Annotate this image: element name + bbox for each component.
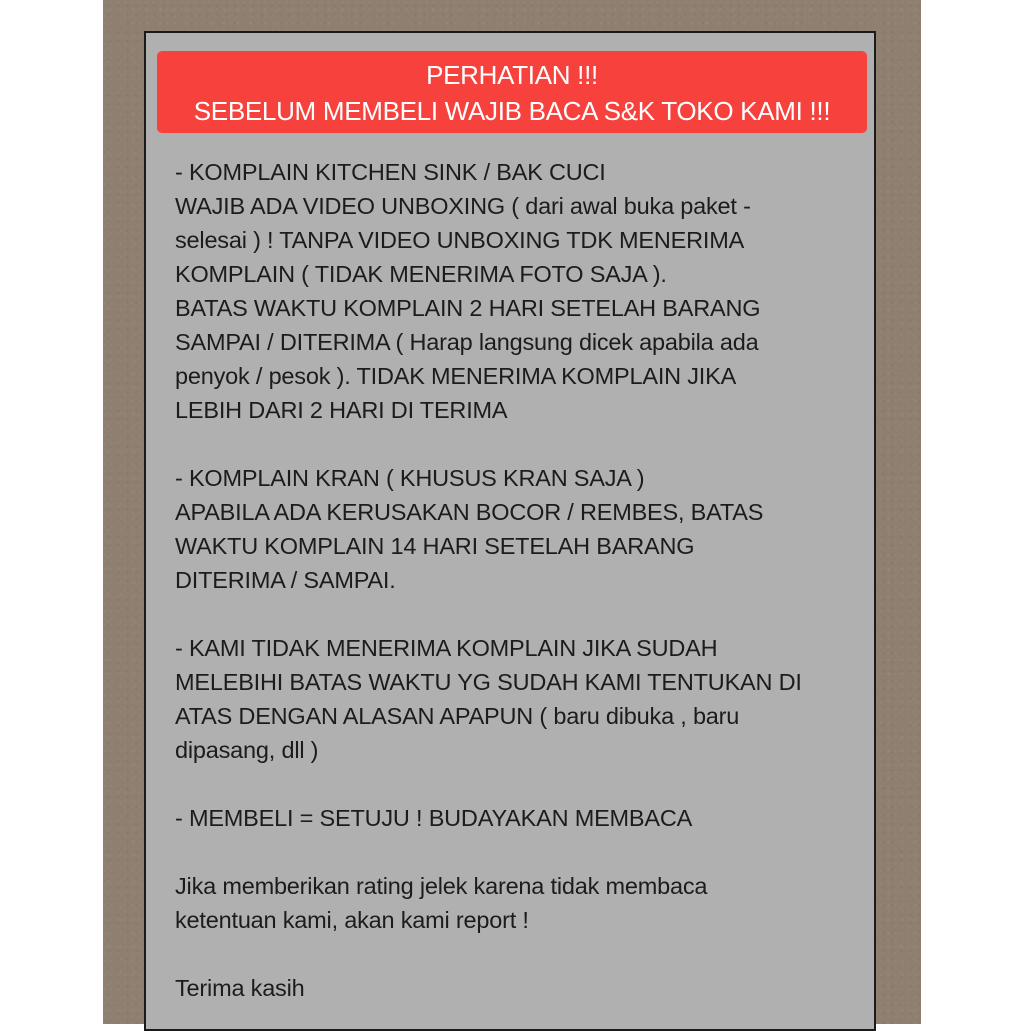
text-line: - KOMPLAIN KITCHEN SINK / BAK CUCI	[175, 159, 606, 185]
text-line: - KAMI TIDAK MENERIMA KOMPLAIN JIKA SUDAH	[175, 635, 718, 661]
text-line: penyok / pesok ). TIDAK MENERIMA KOMPLAIN JIKA	[175, 363, 737, 389]
text-line: DITERIMA / SAMPAI.	[175, 567, 396, 593]
text-line: APABILA ADA KERUSAKAN BOCOR / REMBES, BATAS	[175, 499, 764, 525]
section-rating-warning	[175, 869, 855, 937]
closing-text: Terima kasih	[175, 975, 305, 1001]
banner-subtitle: SEBELUM MEMBELI WAJIB BACA S&K TOKO KAMI !!!	[193, 96, 831, 126]
text-line: LEBIH DARI 2 HARI DI TERIMA	[175, 397, 508, 423]
section-faucet-complaint	[175, 461, 855, 597]
text-line: SAMPAI / DITERIMA ( Harap langsung dicek apabila ada	[175, 329, 759, 355]
spacer	[175, 937, 855, 971]
section-deadline-policy	[175, 631, 855, 767]
terms-text	[175, 155, 855, 1005]
spacer	[175, 767, 855, 801]
warning-banner	[157, 51, 867, 133]
section-agreement	[175, 801, 855, 835]
text-line: selesai ) ! TANPA VIDEO UNBOXING TDK MENERIMA	[175, 227, 745, 253]
text-line: ATAS DENGAN ALASAN APAPUN ( baru dibuka , baru	[175, 703, 740, 729]
text-line: - KOMPLAIN KRAN ( KHUSUS KRAN SAJA )	[175, 465, 645, 491]
banner-title: PERHATIAN !!!	[426, 60, 598, 90]
text-line: KOMPLAIN ( TIDAK MENERIMA FOTO SAJA ).	[175, 261, 667, 287]
text-line: MELEBIHI BATAS WAKTU YG SUDAH KAMI TENTUKAN DI	[175, 669, 802, 695]
text-line: WAJIB ADA VIDEO UNBOXING ( dari awal buka paket -	[175, 193, 751, 219]
spacer	[175, 427, 855, 461]
text-line: BATAS WAKTU KOMPLAIN 2 HARI SETELAH BARANG	[175, 295, 761, 321]
section-kitchen-sink-complaint	[175, 155, 855, 427]
spacer	[175, 597, 855, 631]
text-line: WAKTU KOMPLAIN 14 HARI SETELAH BARANG	[175, 533, 695, 559]
text-line: Jika memberikan rating jelek karena tidak membaca	[175, 873, 708, 899]
text-line: dipasang, dll )	[175, 737, 319, 763]
spacer	[175, 835, 855, 869]
text-line: - MEMBELI = SETUJU ! BUDAYAKAN MEMBACA	[175, 805, 693, 831]
text-line: ketentuan kami, akan kami report !	[175, 907, 529, 933]
